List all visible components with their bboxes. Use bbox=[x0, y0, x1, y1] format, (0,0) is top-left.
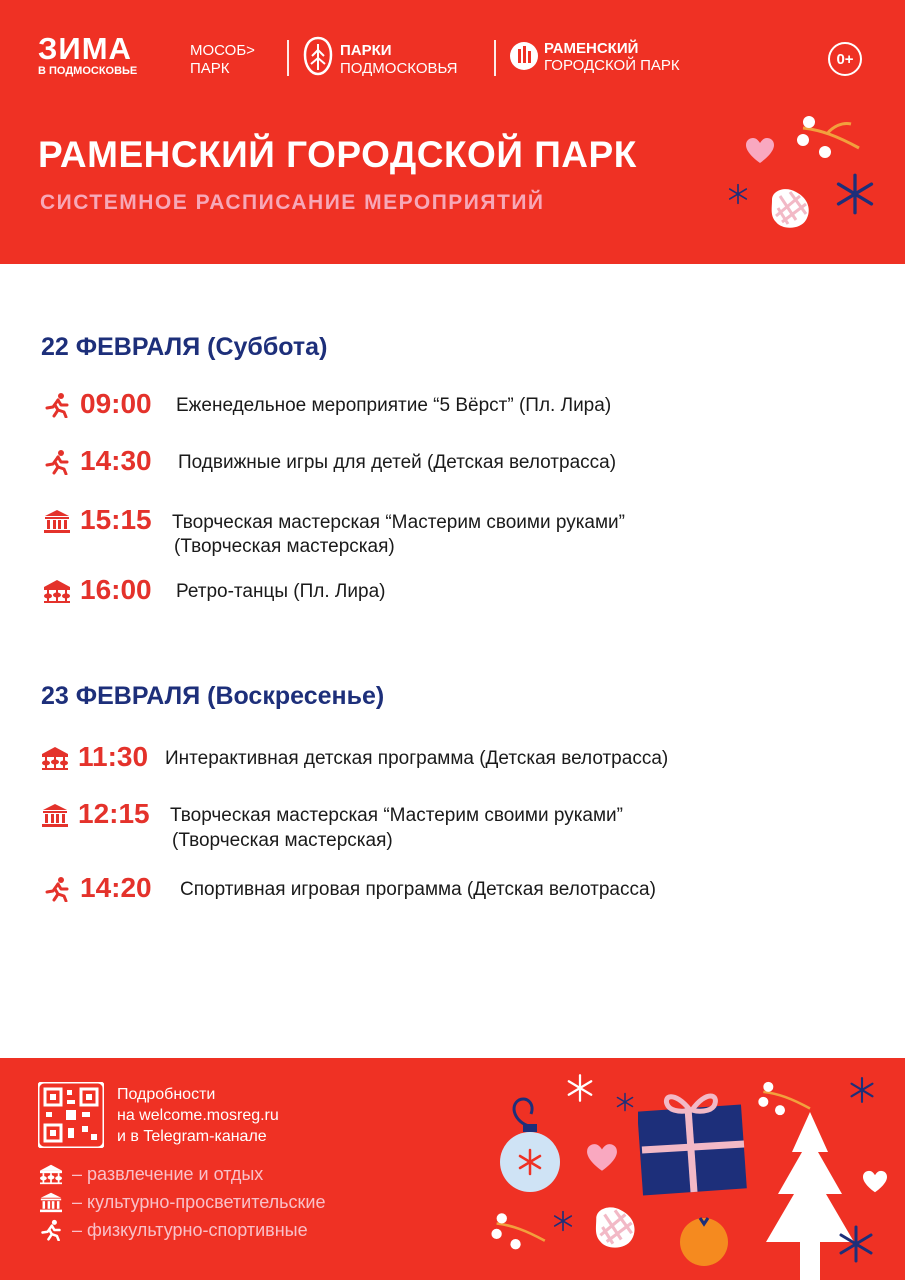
event-time: 11:30 bbox=[78, 741, 149, 772]
mosobpark-logo-line2: ПАРК bbox=[190, 60, 230, 77]
snowflake-decoration-icon bbox=[552, 1210, 574, 1232]
runner-icon bbox=[42, 449, 72, 475]
zima-logo-title: ЗИМА bbox=[38, 31, 132, 66]
christmas-ornament-decoration-icon bbox=[495, 1096, 565, 1196]
event-description-line2: (Творческая мастерская) bbox=[172, 830, 393, 851]
event-description: Еженедельное мероприятие “5 Вёрст” (Пл. Лира) bbox=[176, 395, 612, 416]
zima-logo-subtitle: В ПОДМОСКОВЬЕ bbox=[38, 65, 138, 77]
parki-logo-line1: ПАРКИ bbox=[340, 42, 392, 59]
footer-info-text bbox=[117, 1084, 279, 1147]
event-description: Творческая мастерская “Мастерим своими руками” bbox=[170, 805, 623, 826]
event-time: 12:15 bbox=[78, 798, 150, 829]
snowflake-decoration-icon bbox=[615, 1092, 635, 1112]
logo-divider bbox=[494, 40, 496, 76]
mosobpark-logo[interactable] bbox=[190, 42, 255, 78]
mosobpark-logo-line1: МОСОБ> bbox=[190, 42, 255, 59]
ramensky-logo-text bbox=[544, 40, 680, 74]
page-subtitle: СИСТЕМНОЕ РАСПИСАНИЕ МЕРОПРИЯТИЙ bbox=[40, 191, 545, 214]
mitten-decoration-icon bbox=[766, 186, 814, 230]
footer-info-line2[interactable]: на welcome.mosreg.ru bbox=[117, 1107, 279, 1124]
legend-label: – культурно-просветительские bbox=[72, 1192, 326, 1212]
day-heading-feb23: 23 ФЕВРАЛЯ (Воскресенье) bbox=[41, 682, 385, 710]
carousel-icon bbox=[40, 745, 70, 771]
event-description: Спортивная игровая программа (Детская велотрасса) bbox=[180, 879, 656, 900]
parki-podmoskovya-logo[interactable] bbox=[302, 36, 458, 83]
event-description: Ретро-танцы (Пл. Лира) bbox=[176, 581, 386, 602]
footer-info-line1: Подробности bbox=[117, 1086, 216, 1103]
snowflake-decoration-icon bbox=[727, 183, 749, 205]
parki-logo-text bbox=[340, 42, 458, 78]
event-description-line2: (Творческая мастерская) bbox=[174, 536, 395, 557]
qr-code-icon[interactable] bbox=[38, 1082, 104, 1148]
runner-icon bbox=[42, 392, 72, 418]
runner-icon bbox=[42, 876, 72, 902]
event-time: 16:00 bbox=[80, 574, 152, 605]
mitten-decoration-icon bbox=[590, 1203, 640, 1251]
snowflake-decoration-icon bbox=[848, 1076, 876, 1104]
heart-decoration-icon bbox=[745, 137, 775, 165]
zima-logo[interactable] bbox=[38, 31, 138, 78]
snowflake-decoration-icon bbox=[833, 172, 877, 216]
logo-divider bbox=[287, 40, 289, 76]
parki-emblem-icon bbox=[302, 36, 334, 78]
page-title: РАМЕНСКИЙ ГОРОДСКОЙ ПАРК bbox=[38, 134, 637, 175]
footer-info-line3: и в Telegram-канале bbox=[117, 1128, 267, 1145]
carousel-icon bbox=[42, 578, 72, 604]
event-description: Интерактивная детская программа (Детская велотрасса) bbox=[165, 748, 669, 769]
ramensky-logo-line1: РАМЕНСКИЙ bbox=[544, 40, 639, 57]
event-time: 14:30 bbox=[80, 445, 152, 476]
legend-label: – физкультурно-спортивные bbox=[72, 1220, 308, 1240]
event-description: Подвижные игры для детей (Детская велотрасса) bbox=[178, 452, 617, 473]
ramensky-emblem-icon bbox=[508, 40, 540, 72]
carousel-icon bbox=[38, 1163, 64, 1185]
event-description: Творческая мастерская “Мастерим своими руками” bbox=[172, 512, 625, 533]
gift-box-decoration-icon bbox=[638, 1088, 750, 1196]
museum-icon bbox=[42, 508, 72, 534]
museum-icon bbox=[38, 1191, 64, 1213]
heart-decoration-icon bbox=[586, 1143, 618, 1173]
legend-label: – развлечение и отдых bbox=[72, 1164, 264, 1184]
age-rating-badge: 0+ bbox=[828, 42, 862, 76]
runner-icon bbox=[38, 1219, 64, 1241]
header-banner bbox=[0, 0, 905, 264]
ramensky-park-logo[interactable] bbox=[508, 40, 680, 77]
snowflake-decoration-icon bbox=[836, 1224, 876, 1264]
orange-decoration-icon bbox=[676, 1212, 732, 1268]
snowflake-decoration-icon bbox=[565, 1073, 595, 1103]
ramensky-logo-line2: ГОРОДСКОЙ ПАРК bbox=[544, 57, 680, 74]
event-time: 14:20 bbox=[80, 872, 152, 903]
heart-decoration-icon bbox=[862, 1170, 888, 1194]
parki-logo-line2: ПОДМОСКОВЬЯ bbox=[340, 60, 458, 77]
footer-banner bbox=[0, 1058, 905, 1280]
rowan-berries-decoration-icon bbox=[793, 114, 865, 164]
museum-icon bbox=[40, 802, 70, 828]
rowan-berries-decoration-icon bbox=[488, 1208, 550, 1258]
event-time: 15:15 bbox=[80, 504, 152, 535]
event-time: 09:00 bbox=[80, 388, 152, 419]
day-heading-feb22: 22 ФЕВРАЛЯ (Суббота) bbox=[41, 333, 328, 361]
